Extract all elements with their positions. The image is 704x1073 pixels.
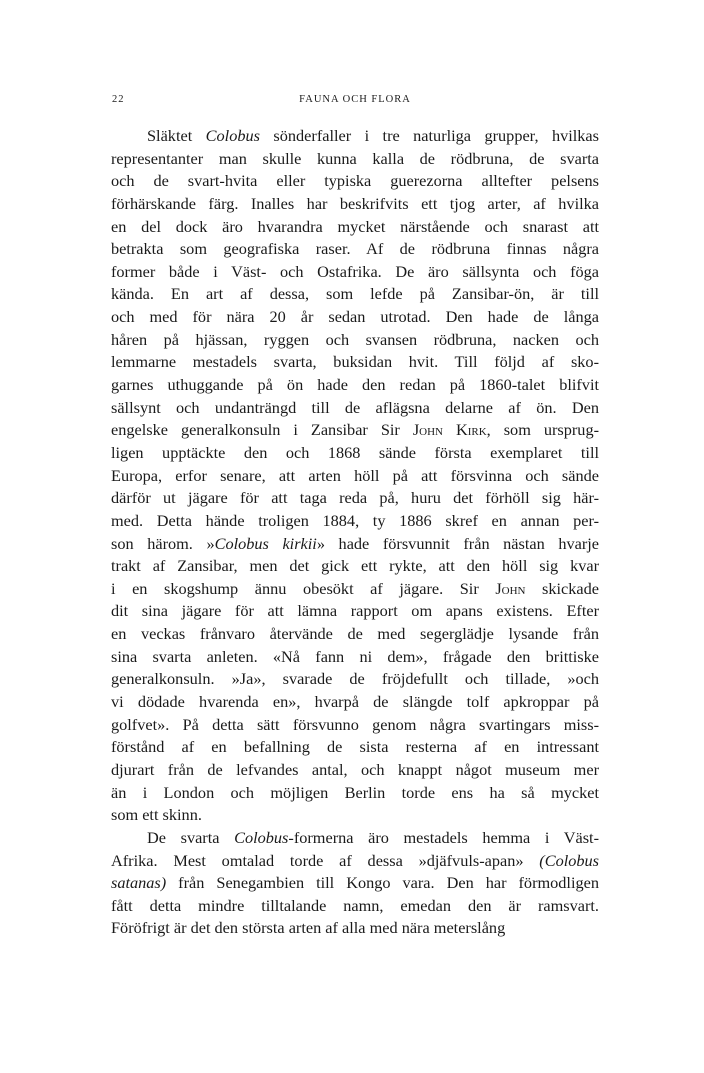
text-segment: sönderfaller i tre naturliga grupper, hvilkas bbox=[259, 126, 599, 145]
text-segment: förstånd af en befallning de sista resterna af en intressant bbox=[111, 737, 599, 757]
text-line bbox=[111, 555, 599, 578]
text-line bbox=[111, 600, 599, 623]
text-segment: sällsynt och undanträngd till de aflägsna delarne af ön. Den bbox=[111, 397, 599, 417]
text-line bbox=[111, 329, 599, 352]
text-line bbox=[111, 261, 599, 284]
text-segment: engelske generalkonsuln i Zansibar Sir bbox=[111, 420, 413, 440]
text-segment: representanter man skulle kunna kalla de rödbruna, de svarta bbox=[111, 148, 599, 168]
text-segment: golfvet». På detta sätt försvunno genom några svartingars miss- bbox=[111, 714, 599, 734]
text-segment: , som ursprug- bbox=[486, 420, 600, 440]
running-title: FAUNA OCH FLORA bbox=[299, 94, 411, 105]
text-segment: lemmarne mestadels svarta, buksidan hvit. Till följd af sko- bbox=[111, 352, 599, 372]
text-segment: och med för nära 20 år sedan utrotad. Den hade de långa bbox=[111, 307, 599, 327]
small-caps-name: John Kirk bbox=[412, 420, 487, 440]
text-line bbox=[111, 872, 599, 895]
text-segment: -formerna äro mestadels hemma i Väst- bbox=[288, 827, 599, 847]
italic-text: Colobus kirkii bbox=[214, 533, 317, 553]
text-line bbox=[111, 216, 599, 239]
small-caps-name: John bbox=[495, 578, 526, 598]
text-line bbox=[111, 623, 599, 646]
text-segment: » hade försvunnit från nästan hvarje bbox=[316, 533, 600, 553]
text-segment: djurart från de lefvandes antal, och knappt något museum mer bbox=[111, 759, 599, 779]
text-line bbox=[111, 442, 599, 465]
text-segment: från Senegambien till Kongo vara. Den har förmodligen bbox=[166, 873, 599, 893]
page-number: 22 bbox=[112, 94, 125, 105]
text-segment: fått detta mindre tilltalande namn, emedan den är ramsvart. bbox=[111, 895, 599, 915]
text-segment: garnes uthuggande på ön hade den redan på 1860-talet blifvit bbox=[111, 375, 599, 395]
text-segment: ligen upptäckte den och 1868 sände första exemplaret till bbox=[111, 442, 599, 462]
text-line bbox=[111, 827, 599, 850]
text-line bbox=[111, 917, 599, 940]
text-line bbox=[111, 125, 599, 148]
text-line bbox=[111, 510, 599, 533]
text-segment: som ett skinn. bbox=[111, 805, 202, 825]
text-segment: son härom. » bbox=[111, 533, 215, 553]
running-header bbox=[112, 94, 598, 110]
text-segment: Föröfrigt är det den största arten af alla med nära meterslång bbox=[111, 918, 506, 938]
text-line bbox=[111, 465, 599, 488]
text-line bbox=[111, 759, 599, 782]
text-segment: håren på hjässan, ryggen och svansen rödbruna, nacken och bbox=[111, 329, 599, 349]
text-segment: Släktet bbox=[147, 126, 206, 145]
italic-text: Colobus bbox=[205, 126, 260, 145]
body-text bbox=[111, 125, 599, 940]
text-line bbox=[111, 668, 599, 691]
text-line bbox=[111, 193, 599, 216]
text-line bbox=[111, 397, 599, 420]
text-segment: förhärskande färg. Inalles har beskrifvits ett tjog arter, af hvilka bbox=[111, 193, 599, 213]
text-line bbox=[111, 691, 599, 714]
text-segment: dit sina jägare för att lämna rapport om apans existens. Efter bbox=[111, 601, 599, 621]
text-segment: än i London och möjligen Berlin torde ens ha så mycket bbox=[111, 782, 599, 802]
text-line bbox=[111, 374, 599, 397]
text-line bbox=[111, 306, 599, 329]
text-segment: och de svart-hvita eller typiska guerezorna alltefter pelsens bbox=[111, 171, 599, 191]
text-line bbox=[111, 850, 599, 873]
text-line bbox=[111, 170, 599, 193]
text-line bbox=[111, 283, 599, 306]
text-line bbox=[111, 487, 599, 510]
text-segment: betrakta som geografiska raser. Af de rödbruna finnas några bbox=[111, 239, 599, 259]
text-line bbox=[111, 351, 599, 374]
text-segment: i en skogshump ännu obesökt af jägare. Sir bbox=[111, 578, 496, 598]
italic-text: Colobus bbox=[234, 827, 289, 847]
text-line bbox=[111, 714, 599, 737]
text-segment: former både i Väst- och Ostafrika. De äro sällsynta och föga bbox=[111, 261, 599, 281]
text-segment: vi dödade hvarenda en», hvarpå de slängde tolf apkroppar på bbox=[111, 692, 599, 712]
text-line bbox=[111, 533, 599, 556]
text-segment: trakt af Zansibar, men det gick ett rykte, att den höll sig kvar bbox=[111, 556, 599, 576]
text-line bbox=[111, 895, 599, 918]
text-line bbox=[111, 578, 599, 601]
text-line bbox=[111, 646, 599, 669]
text-line bbox=[111, 804, 599, 827]
text-segment: Europa, erfor senare, att arten höll på att försvinna och sände bbox=[111, 465, 599, 485]
text-segment: kända. En art af dessa, som lefde på Zansibar-ön, är till bbox=[111, 284, 599, 304]
text-segment: skickade bbox=[525, 578, 600, 598]
text-segment: sina svarta anleten. «Nå fann ni dem», frågade den brittiske bbox=[111, 646, 599, 666]
italic-text: (Colobus bbox=[539, 850, 599, 870]
text-line bbox=[111, 148, 599, 171]
text-segment: en veckas frånvaro återvände de med segerglädje lysande från bbox=[111, 624, 599, 644]
italic-text: satanas) bbox=[111, 873, 167, 893]
text-line bbox=[111, 782, 599, 805]
text-segment: med. Detta hände troligen 1884, ty 1886 skref en annan per- bbox=[111, 510, 599, 530]
text-line bbox=[111, 419, 599, 442]
text-segment: därför ut jägare för att taga reda på, huru det förhöll sig här- bbox=[111, 488, 599, 508]
text-segment: generalkonsuln. »Ja», svarade de fröjdefullt och tillade, »och bbox=[111, 669, 599, 689]
text-line bbox=[111, 238, 599, 261]
text-segment: Afrika. Mest omtalad torde af dessa »djäfvuls-apan» bbox=[111, 850, 540, 870]
text-segment: en del dock äro hvarandra mycket närstående och snarast att bbox=[111, 216, 599, 236]
text-line bbox=[111, 736, 599, 759]
text-segment: De svarta bbox=[147, 827, 235, 847]
